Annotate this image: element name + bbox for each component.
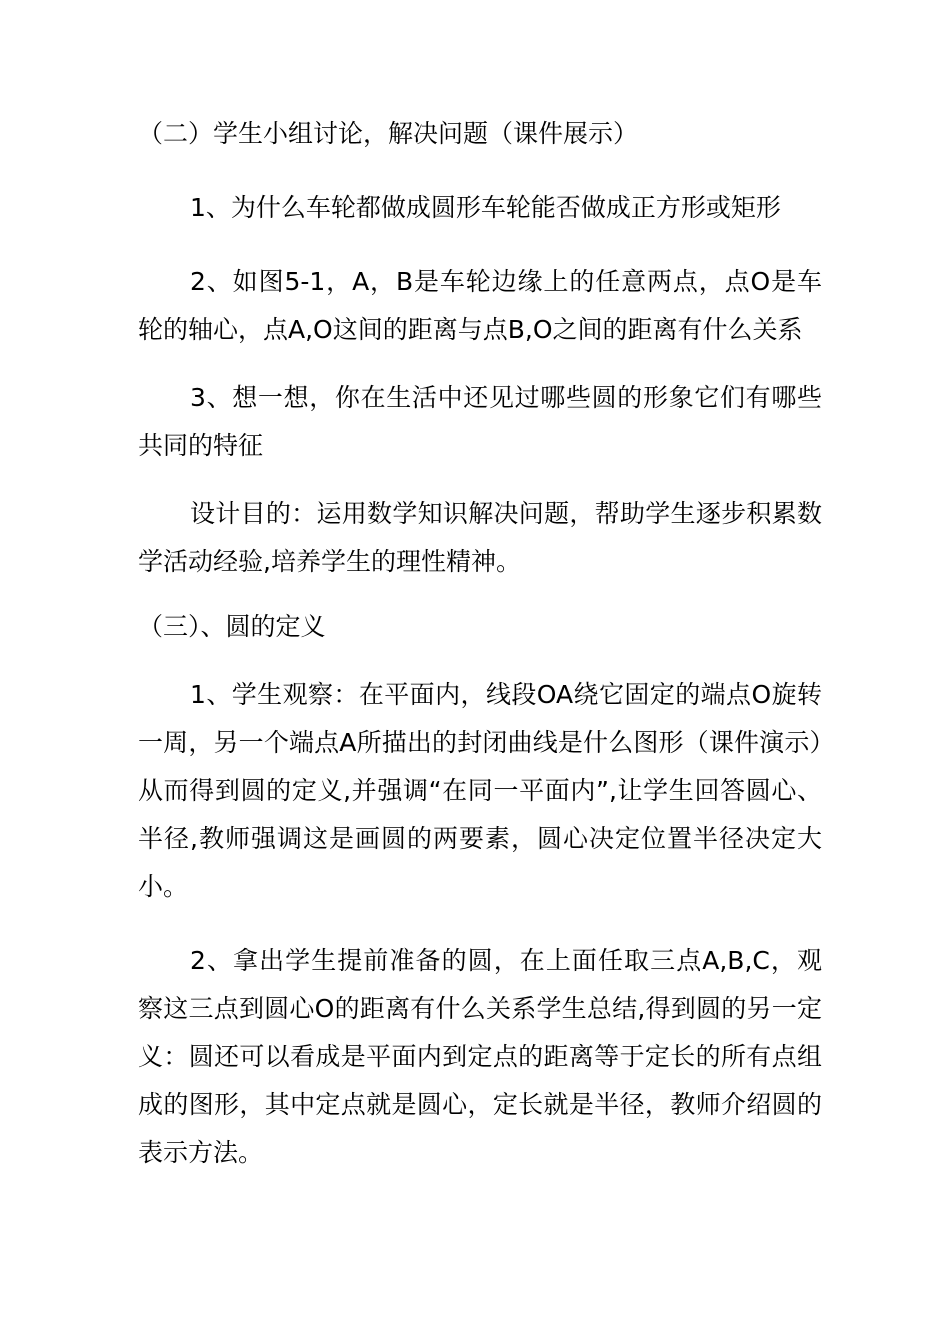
second-definition-paragraph: 2、拿出学生提前准备的圆，在上面任取三点A,B,C，观察这三点到圆心O的距离有什么关系学生总结,得到圆的另一定义：圆还可以看成是平面内到定点的距离等于定长的所有点组成的图形，其中定点就是圆心，定长就是半径，教师介绍圆的表示方法。 bbox=[138, 946, 822, 1167]
document-page bbox=[138, 110, 822, 1195]
question-3: 3、想一想，你在生活中还见过哪些圆的形象它们有哪些共同的特征 bbox=[138, 383, 822, 460]
question-2: 2、如图5-1，A，B是车轮边缘上的任意两点，点O是车轮的轴心，点A,O这间的距离与点B,O之间的距离有什么关系 bbox=[138, 267, 822, 344]
question-1: 1、为什么车轮都做成圆形车轮能否做成正方形或矩形 bbox=[190, 193, 781, 222]
section-heading-definition: （三）、圆的定义 bbox=[138, 612, 326, 641]
section-heading-discussion: （二）学生小组讨论，解决问题（课件展示） bbox=[138, 119, 639, 148]
observation-paragraph: 1、学生观察：在平面内，线段OA绕它固定的端点O旋转一周，另一个端点A所描出的封闭曲线是什么图形（课件演示）从而得到圆的定义,并强调“在同一平面内”,让学生回答圆心、半径,教师强调这是画圆的两要素，圆心决定位置半径决定大小。 bbox=[138, 680, 822, 901]
design-purpose: 设计目的：运用数学知识解决问题，帮助学生逐步积累数学活动经验,培养学生的理性精神。 bbox=[138, 499, 822, 576]
